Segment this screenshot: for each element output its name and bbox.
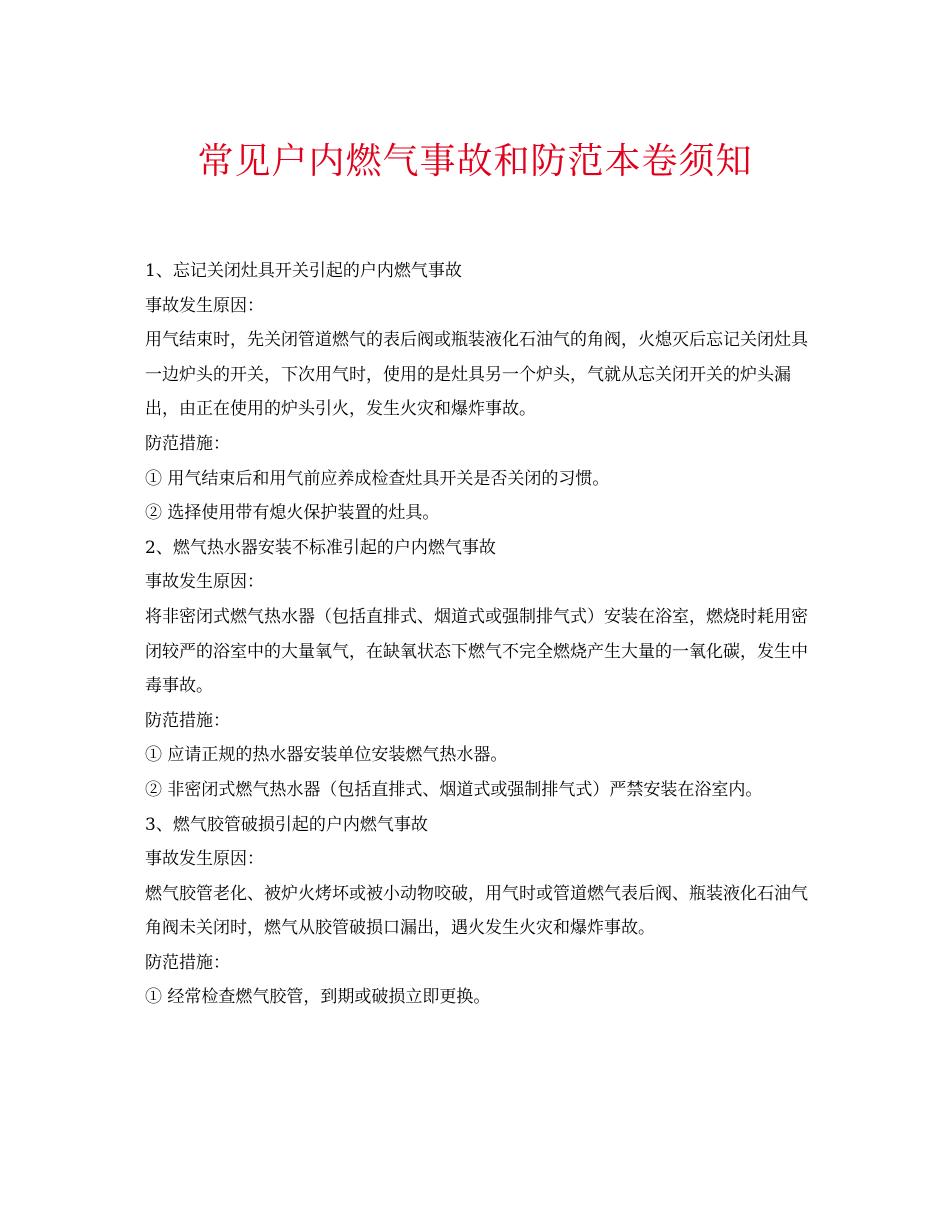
paragraph: 用气结束时，先关闭管道燃气的表后阀或瓶装液化石油气的角阀，火熄灭后忘记关闭灶具一边炉头的开关，下次用气时，使用的是灶具另一个炉头，气就从忘关闭开关的炉头漏出，由正在使用的炉头引火，发生火灾和爆炸事故。 xyxy=(145,330,808,420)
paragraph: 事故发生原因： xyxy=(145,849,264,870)
paragraph: ① 经常检查燃气胶管，到期或破损立即更换。 xyxy=(145,987,491,1008)
paragraph: 事故发生原因： xyxy=(145,295,264,316)
paragraph: 将非密闭式燃气热水器（包括直排式、烟道式或强制排气式）安装在浴室，燃烧时耗用密闭较严的浴室中的大量氧气，在缺氧状态下燃气不完全燃烧产生大量的一氧化碳，发生中毒事故。 xyxy=(145,606,808,697)
paragraph: ① 用气结束后和用气前应养成检查灶具开关是否关闭的习惯。 xyxy=(145,468,610,489)
paragraph: 2、燃气热水器安装不标准引起的户内燃气事故 xyxy=(145,537,496,558)
paragraph: 防范措施： xyxy=(145,952,230,973)
document-title: 常见户内燃气事故和防范本卷须知 xyxy=(197,141,753,182)
paragraph: 3、燃气胶管破损引起的户内燃气事故 xyxy=(145,814,428,835)
paragraph: 防范措施： xyxy=(145,433,230,454)
paragraph: ② 非密闭式燃气热水器（包括直排式、烟道式或强制排气式）严禁安装在浴室内。 xyxy=(145,779,763,800)
paragraph: 事故发生原因： xyxy=(145,572,264,593)
paragraph: ② 选择使用带有熄火保护装置的灶具。 xyxy=(145,503,440,524)
paragraph: 防范措施： xyxy=(145,710,230,731)
paragraph: 1、忘记关闭灶具开关引起的户内燃气事故 xyxy=(145,261,462,281)
paragraph: 燃气胶管老化、被炉火烤坏或被小动物咬破，用气时或管道燃气表后阀、瓶装液化石油气角阀未关闭时，燃气从胶管破损口漏出，遇火发生火灾和爆炸事故。 xyxy=(145,883,808,939)
document-body xyxy=(145,254,810,1015)
paragraph: ① 应请正规的热水器安装单位安装燃气热水器。 xyxy=(145,745,508,766)
